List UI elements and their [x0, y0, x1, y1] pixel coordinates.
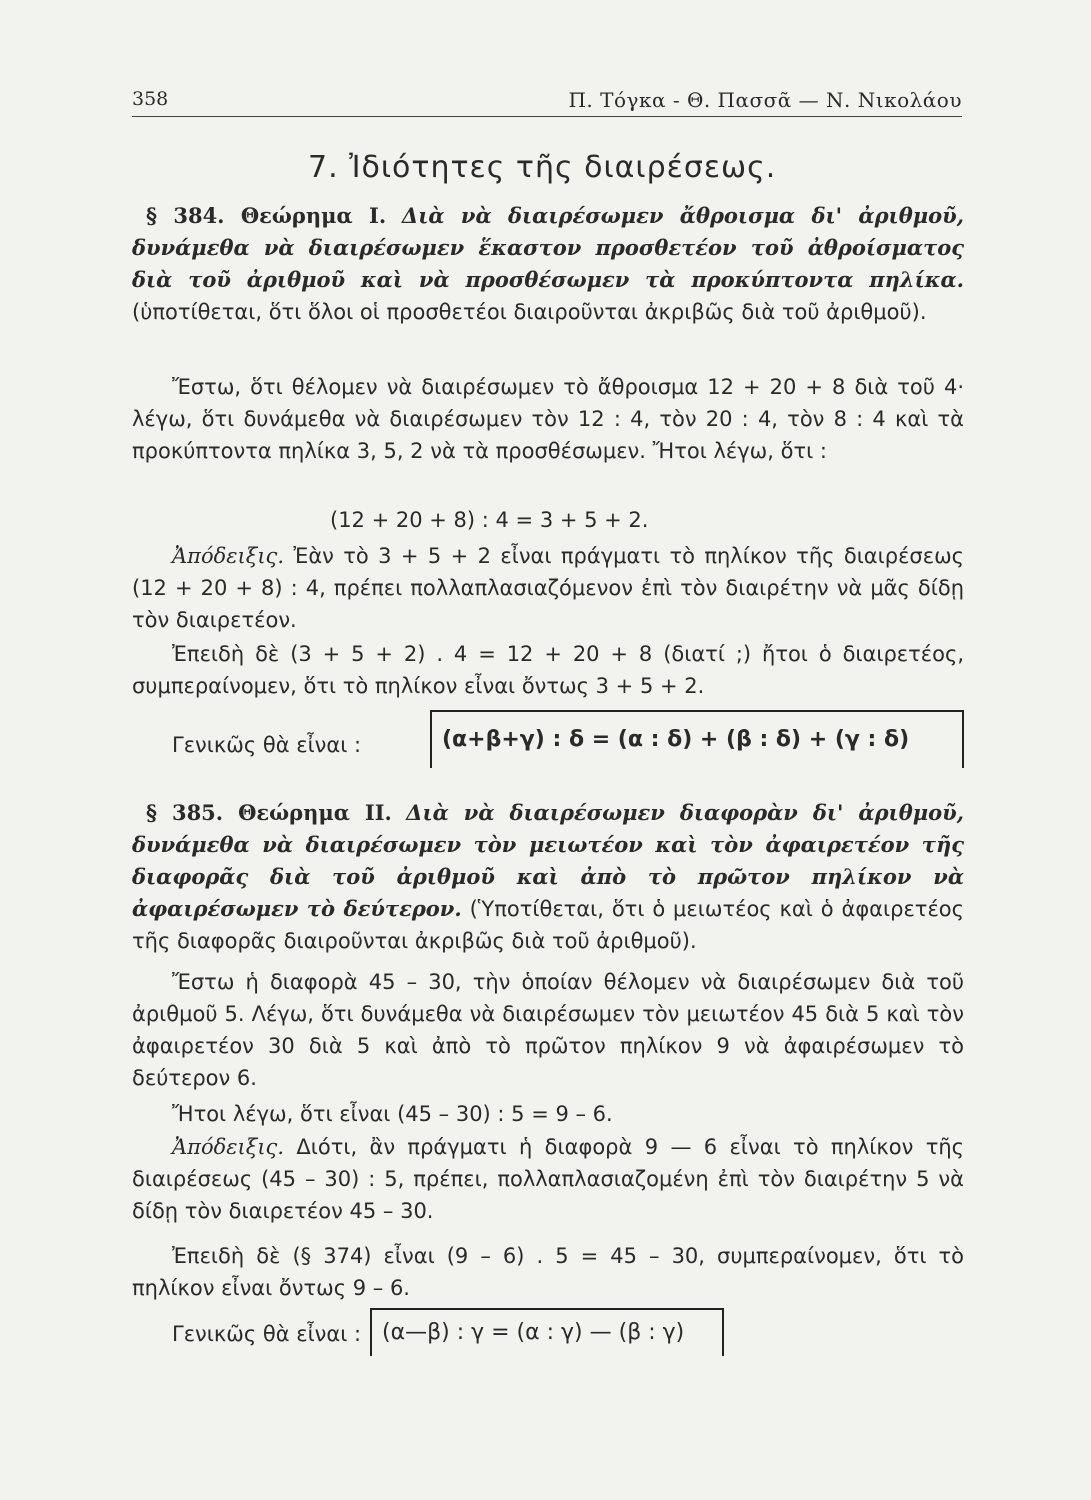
theorem-384-statement: Διὰ νὰ διαιρέσωμεν ἄθροισμα δι' ἀριθμοῦ, δυνάμεθα νὰ διαιρέσωμεν ἕκαστον προσθετέον τοῦ ἀθροίσματος διὰ τοῦ ἀριθμοῦ καὶ νὰ προσθέσωμεν τὰ προκύπτοντα πηλίκα. [132, 203, 964, 292]
theorem-384-proof [132, 540, 964, 636]
theorem-385-example: Ἔστω ἡ διαφορὰ 45 – 30, τὴν ὁποίαν θέλομεν νὰ διαιρέσωμεν διὰ τοῦ ἀριθμοῦ 5. Λέγω, ὅτι δυνάμεθα νὰ διαιρέσωμεν τὸν μειωτέον 45 διὰ 5 καὶ τὸν ἀφαιρετέον 30 διὰ 5 καὶ ἀπὸ τὸ πρῶτον πηλίκον 9 νὰ ἀφαιρέσωμεν τὸ δεύτερον 6. [132, 970, 964, 1090]
theorem-385-statement: Διὰ νὰ διαιρέσωμεν διαφορὰν δι' ἀριθμοῦ, δυνάμεθα νὰ διαιρέσωμεν τὸν μειωτέον καὶ τὸν ἀφαιρετέον τῆς διαφορᾶς διὰ τοῦ ἀριθμοῦ καὶ ἀπὸ τὸ πρῶτον πηλίκον νὰ ἀφαιρέσωμεν τὸ δεύτερον. [132, 800, 964, 921]
theorem-384-example: Ἔστω, ὅτι θέλομεν νὰ διαιρέσωμεν τὸ ἄθροισμα 12 + 20 + 8 διὰ τοῦ 4· λέγω, ὅτι δυνάμεθα νὰ διαιρέσωμεν τὸν 12 : 4, τὸν 20 : 4, τὸν 8 : 4 καὶ τὰ προκύπτοντα πηλίκα 3, 5, 2 νὰ τὰ προσθέσωμεν. Ἤτοι λέγω, ὅτι : [132, 375, 964, 463]
theorem-385-proof [132, 1131, 964, 1227]
theorem-385-proof-conclusion: Ἐπειδὴ δὲ (§ 374) εἶναι (9 – 6) . 5 = 45 – 30, συμπεραίνομεν, ὅτι τὸ πηλίκον εἶναι ὄντως 9 – 6. [132, 1244, 964, 1300]
theorem-384-proof-conclusion: Ἐπειδὴ δὲ (3 + 5 + 2) . 4 = 12 + 20 + 8 (διατί ;) ἤτοι ὁ διαιρετέος, συμπεραίνομεν, ὅτι τὸ πηλίκον εἶναι ὄντως 3 + 5 + 2. [132, 642, 964, 698]
running-header [132, 82, 962, 117]
theorem-385-proof-label: Ἀπόδειξις. [172, 1135, 284, 1159]
page-number: 358 [132, 88, 169, 110]
theorem-384-label: § 384. Θεώρημα I. [146, 203, 387, 228]
running-head-authors: Π. Τόγκα - Θ. Πασσᾶ — Ν. Νικολάου [568, 88, 962, 112]
theorem-384-proof-label: Ἀπόδειξις. [172, 544, 284, 568]
theorem-384-note: (ὑποτίθεται, ὅτι ὅλοι οἱ προσθετέοι διαιροῦνται ἀκριβῶς διὰ τοῦ ἀριθμοῦ). [132, 300, 927, 324]
theorem-384-general-label: Γενικῶς θὰ εἶναι : [172, 733, 362, 757]
section-title: 7. Ἰδιότητες τῆς διαιρέσεως. [308, 150, 777, 185]
theorem-384-equation: (12 + 20 + 8) : 4 = 3 + 5 + 2. [330, 508, 649, 532]
theorem-385-general-formula: (α—β) : γ = (α : γ) — (β : γ) [382, 1320, 685, 1345]
theorem-384-paragraph [132, 200, 964, 328]
theorem-385-general-formula-box [370, 1308, 724, 1356]
theorem-385-paragraph [132, 797, 964, 957]
theorem-385-proof-text: Διότι, ἂν πράγματι ἡ διαφορὰ 9 — 6 εἶναι τὸ πηλίκον τῆς διαιρέσεως (45 – 30) : 5, πρέπει, πολλαπλασιαζομένη ἐπὶ τὸν διαιρέτην 5 νὰ δίδῃ τὸν διαιρετέον 45 – 30. [132, 1135, 964, 1223]
theorem-385-general-label: Γενικῶς θὰ εἶναι : [172, 1322, 362, 1346]
theorem-385-equation-line: Ἤτοι λέγω, ὅτι εἶναι (45 – 30) : 5 = 9 – 6. [172, 1102, 613, 1126]
theorem-385-note: (Ὑποτίθεται, ὅτι ὁ μειωτέος καὶ ὁ ἀφαιρετέος τῆς διαφορᾶς διαιροῦνται ἀκριβῶς διὰ τοῦ ἀριθμοῦ). [132, 897, 964, 953]
theorem-384-general-formula: (α+β+γ) : δ = (α : δ) + (β : δ) + (γ : δ) [442, 727, 910, 752]
theorem-384-general-formula-box [430, 710, 964, 768]
theorem-384-proof-text: Ἐὰν τὸ 3 + 5 + 2 εἶναι πράγματι τὸ πηλίκον τῆς διαιρέσεως (12 + 20 + 8) : 4, πρέπει πολλαπλασιαζόμενον ἐπὶ τὸν διαιρέτην νὰ μᾶς δίδῃ τὸν διαιρετέον. [132, 544, 964, 632]
theorem-385-label: § 385. Θεώρημα II. [146, 800, 392, 825]
